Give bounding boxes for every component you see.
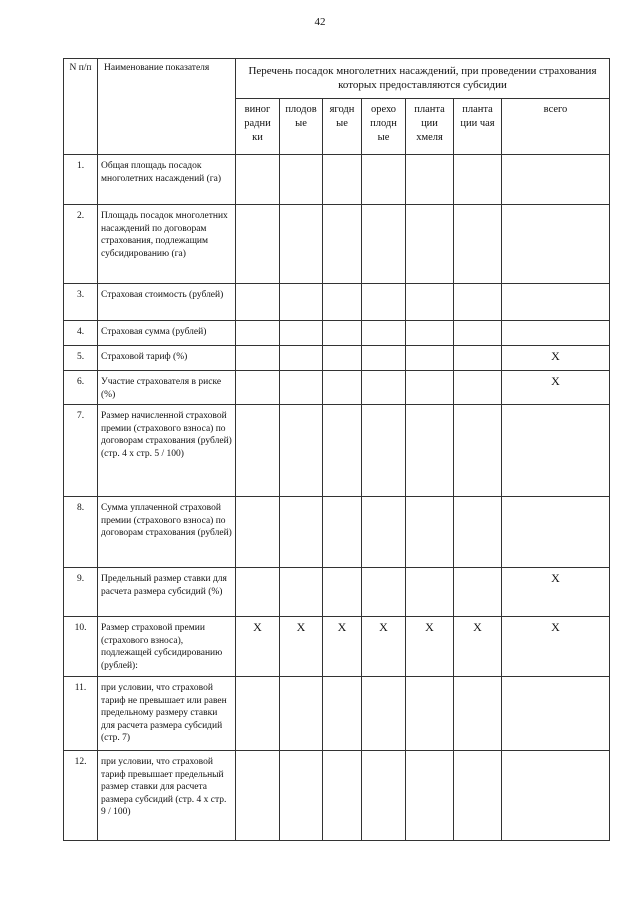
value-cell	[454, 405, 502, 497]
row-number: 1.	[64, 155, 98, 205]
value-cell	[362, 405, 406, 497]
value-cell	[502, 205, 610, 284]
table-row	[64, 346, 610, 371]
value-cell: X	[502, 346, 610, 371]
header-total: всего	[502, 99, 610, 155]
value-cell	[362, 751, 406, 841]
value-cell	[236, 568, 280, 617]
indicator-name: Размер страховой премии (страхового взноса), подлежащей субсидированию (рублей):	[98, 617, 236, 677]
header-group: Перечень посадок многолетних насаждений, при проведении страхования которых предоставляются субсидии	[236, 59, 610, 99]
value-cell	[406, 568, 454, 617]
value-cell	[406, 205, 454, 284]
table-row	[64, 284, 610, 321]
row-number: 4.	[64, 321, 98, 346]
value-cell	[362, 371, 406, 405]
header-hops: планта ции хмеля	[406, 99, 454, 155]
header-tea: планта ции чая	[454, 99, 502, 155]
value-cell	[280, 371, 323, 405]
value-cell: X	[406, 617, 454, 677]
header-name: Наименование показателя	[98, 59, 236, 155]
table-row	[64, 205, 610, 284]
indicator-name: Размер начисленной страховой премии (страхового взноса) по договорам страхования (рублей) (стр. 4 x стр. 5 / 100)	[98, 405, 236, 497]
header-berry: ягодн ые	[323, 99, 362, 155]
indicator-name: Страховой тариф (%)	[98, 346, 236, 371]
value-cell	[362, 321, 406, 346]
value-cell	[236, 205, 280, 284]
value-cell	[236, 155, 280, 205]
row-number: 12.	[64, 751, 98, 841]
value-cell	[406, 284, 454, 321]
indicator-name: Общая площадь посадок многолетних насаждений (га)	[98, 155, 236, 205]
value-cell	[406, 677, 454, 751]
value-cell	[323, 371, 362, 405]
value-cell	[406, 155, 454, 205]
row-number: 3.	[64, 284, 98, 321]
indicator-name: Страховая стоимость (рублей)	[98, 284, 236, 321]
table-row	[64, 155, 610, 205]
value-cell: X	[362, 617, 406, 677]
value-cell	[323, 497, 362, 568]
value-cell	[236, 321, 280, 346]
value-cell	[236, 677, 280, 751]
value-cell	[362, 568, 406, 617]
value-cell	[323, 568, 362, 617]
value-cell: X	[280, 617, 323, 677]
table-row	[64, 405, 610, 497]
value-cell: X	[502, 568, 610, 617]
table-row	[64, 677, 610, 751]
table-row	[64, 751, 610, 841]
value-cell	[502, 405, 610, 497]
subsidy-table	[63, 58, 610, 841]
value-cell	[502, 284, 610, 321]
value-cell: X	[502, 617, 610, 677]
value-cell	[454, 371, 502, 405]
value-cell	[454, 155, 502, 205]
value-cell	[406, 405, 454, 497]
value-cell	[362, 205, 406, 284]
value-cell	[406, 497, 454, 568]
indicator-name: Страховая сумма (рублей)	[98, 321, 236, 346]
value-cell	[280, 568, 323, 617]
value-cell	[362, 677, 406, 751]
value-cell	[323, 405, 362, 497]
value-cell	[280, 205, 323, 284]
value-cell	[323, 205, 362, 284]
row-number: 9.	[64, 568, 98, 617]
indicator-name: при условии, что страховой тариф не превышает или равен предельному размеру ставки для расчета размера субсидий (стр. 7)	[98, 677, 236, 751]
row-number: 8.	[64, 497, 98, 568]
value-cell	[362, 155, 406, 205]
value-cell	[236, 346, 280, 371]
header-nut: орехо плодн ые	[362, 99, 406, 155]
value-cell	[323, 346, 362, 371]
value-cell	[454, 568, 502, 617]
indicator-name: Сумма уплаченной страховой премии (страхового взноса) по договорам страхования (рублей)	[98, 497, 236, 568]
row-number: 7.	[64, 405, 98, 497]
value-cell	[454, 284, 502, 321]
value-cell	[280, 751, 323, 841]
indicator-name: Площадь посадок многолетних насаждений по договорам страхования, подлежащим субсидированию (га)	[98, 205, 236, 284]
value-cell	[502, 155, 610, 205]
value-cell	[454, 321, 502, 346]
table-row	[64, 371, 610, 405]
table-row	[64, 497, 610, 568]
value-cell: X	[323, 617, 362, 677]
value-cell	[280, 677, 323, 751]
header-num: N п/п	[64, 59, 98, 155]
value-cell	[236, 284, 280, 321]
value-cell	[454, 677, 502, 751]
row-number: 5.	[64, 346, 98, 371]
value-cell	[502, 751, 610, 841]
value-cell	[280, 155, 323, 205]
value-cell	[280, 346, 323, 371]
value-cell	[280, 321, 323, 346]
page-number: 42	[314, 16, 326, 28]
row-number: 2.	[64, 205, 98, 284]
value-cell	[323, 284, 362, 321]
value-cell	[236, 497, 280, 568]
table-row	[64, 568, 610, 617]
table-row	[64, 617, 610, 677]
row-number: 10.	[64, 617, 98, 677]
value-cell	[236, 371, 280, 405]
value-cell	[406, 346, 454, 371]
value-cell	[280, 284, 323, 321]
value-cell	[323, 677, 362, 751]
header-fruit: плодов ые	[280, 99, 323, 155]
value-cell	[454, 346, 502, 371]
value-cell	[406, 321, 454, 346]
value-cell	[323, 751, 362, 841]
value-cell	[454, 205, 502, 284]
value-cell	[502, 321, 610, 346]
indicator-name: при условии, что страховой тариф превышает предельный размер ставки для расчета размера субсидий (стр. 4 x стр. 9 / 100)	[98, 751, 236, 841]
value-cell	[362, 497, 406, 568]
value-cell	[280, 405, 323, 497]
row-number: 11.	[64, 677, 98, 751]
value-cell	[502, 497, 610, 568]
row-number: 6.	[64, 371, 98, 405]
table-row	[64, 321, 610, 346]
value-cell	[406, 751, 454, 841]
value-cell	[454, 751, 502, 841]
value-cell: X	[502, 371, 610, 405]
value-cell: X	[454, 617, 502, 677]
value-cell	[323, 155, 362, 205]
indicator-name: Участие страхователя в риске (%)	[98, 371, 236, 405]
value-cell	[236, 751, 280, 841]
value-cell: X	[236, 617, 280, 677]
indicator-name: Предельный размер ставки для расчета размера субсидий (%)	[98, 568, 236, 617]
value-cell	[323, 321, 362, 346]
value-cell	[280, 497, 323, 568]
value-cell	[236, 405, 280, 497]
value-cell	[406, 371, 454, 405]
value-cell	[362, 284, 406, 321]
value-cell	[362, 346, 406, 371]
value-cell	[454, 497, 502, 568]
header-vineyards: виног радни ки	[236, 99, 280, 155]
value-cell	[502, 677, 610, 751]
